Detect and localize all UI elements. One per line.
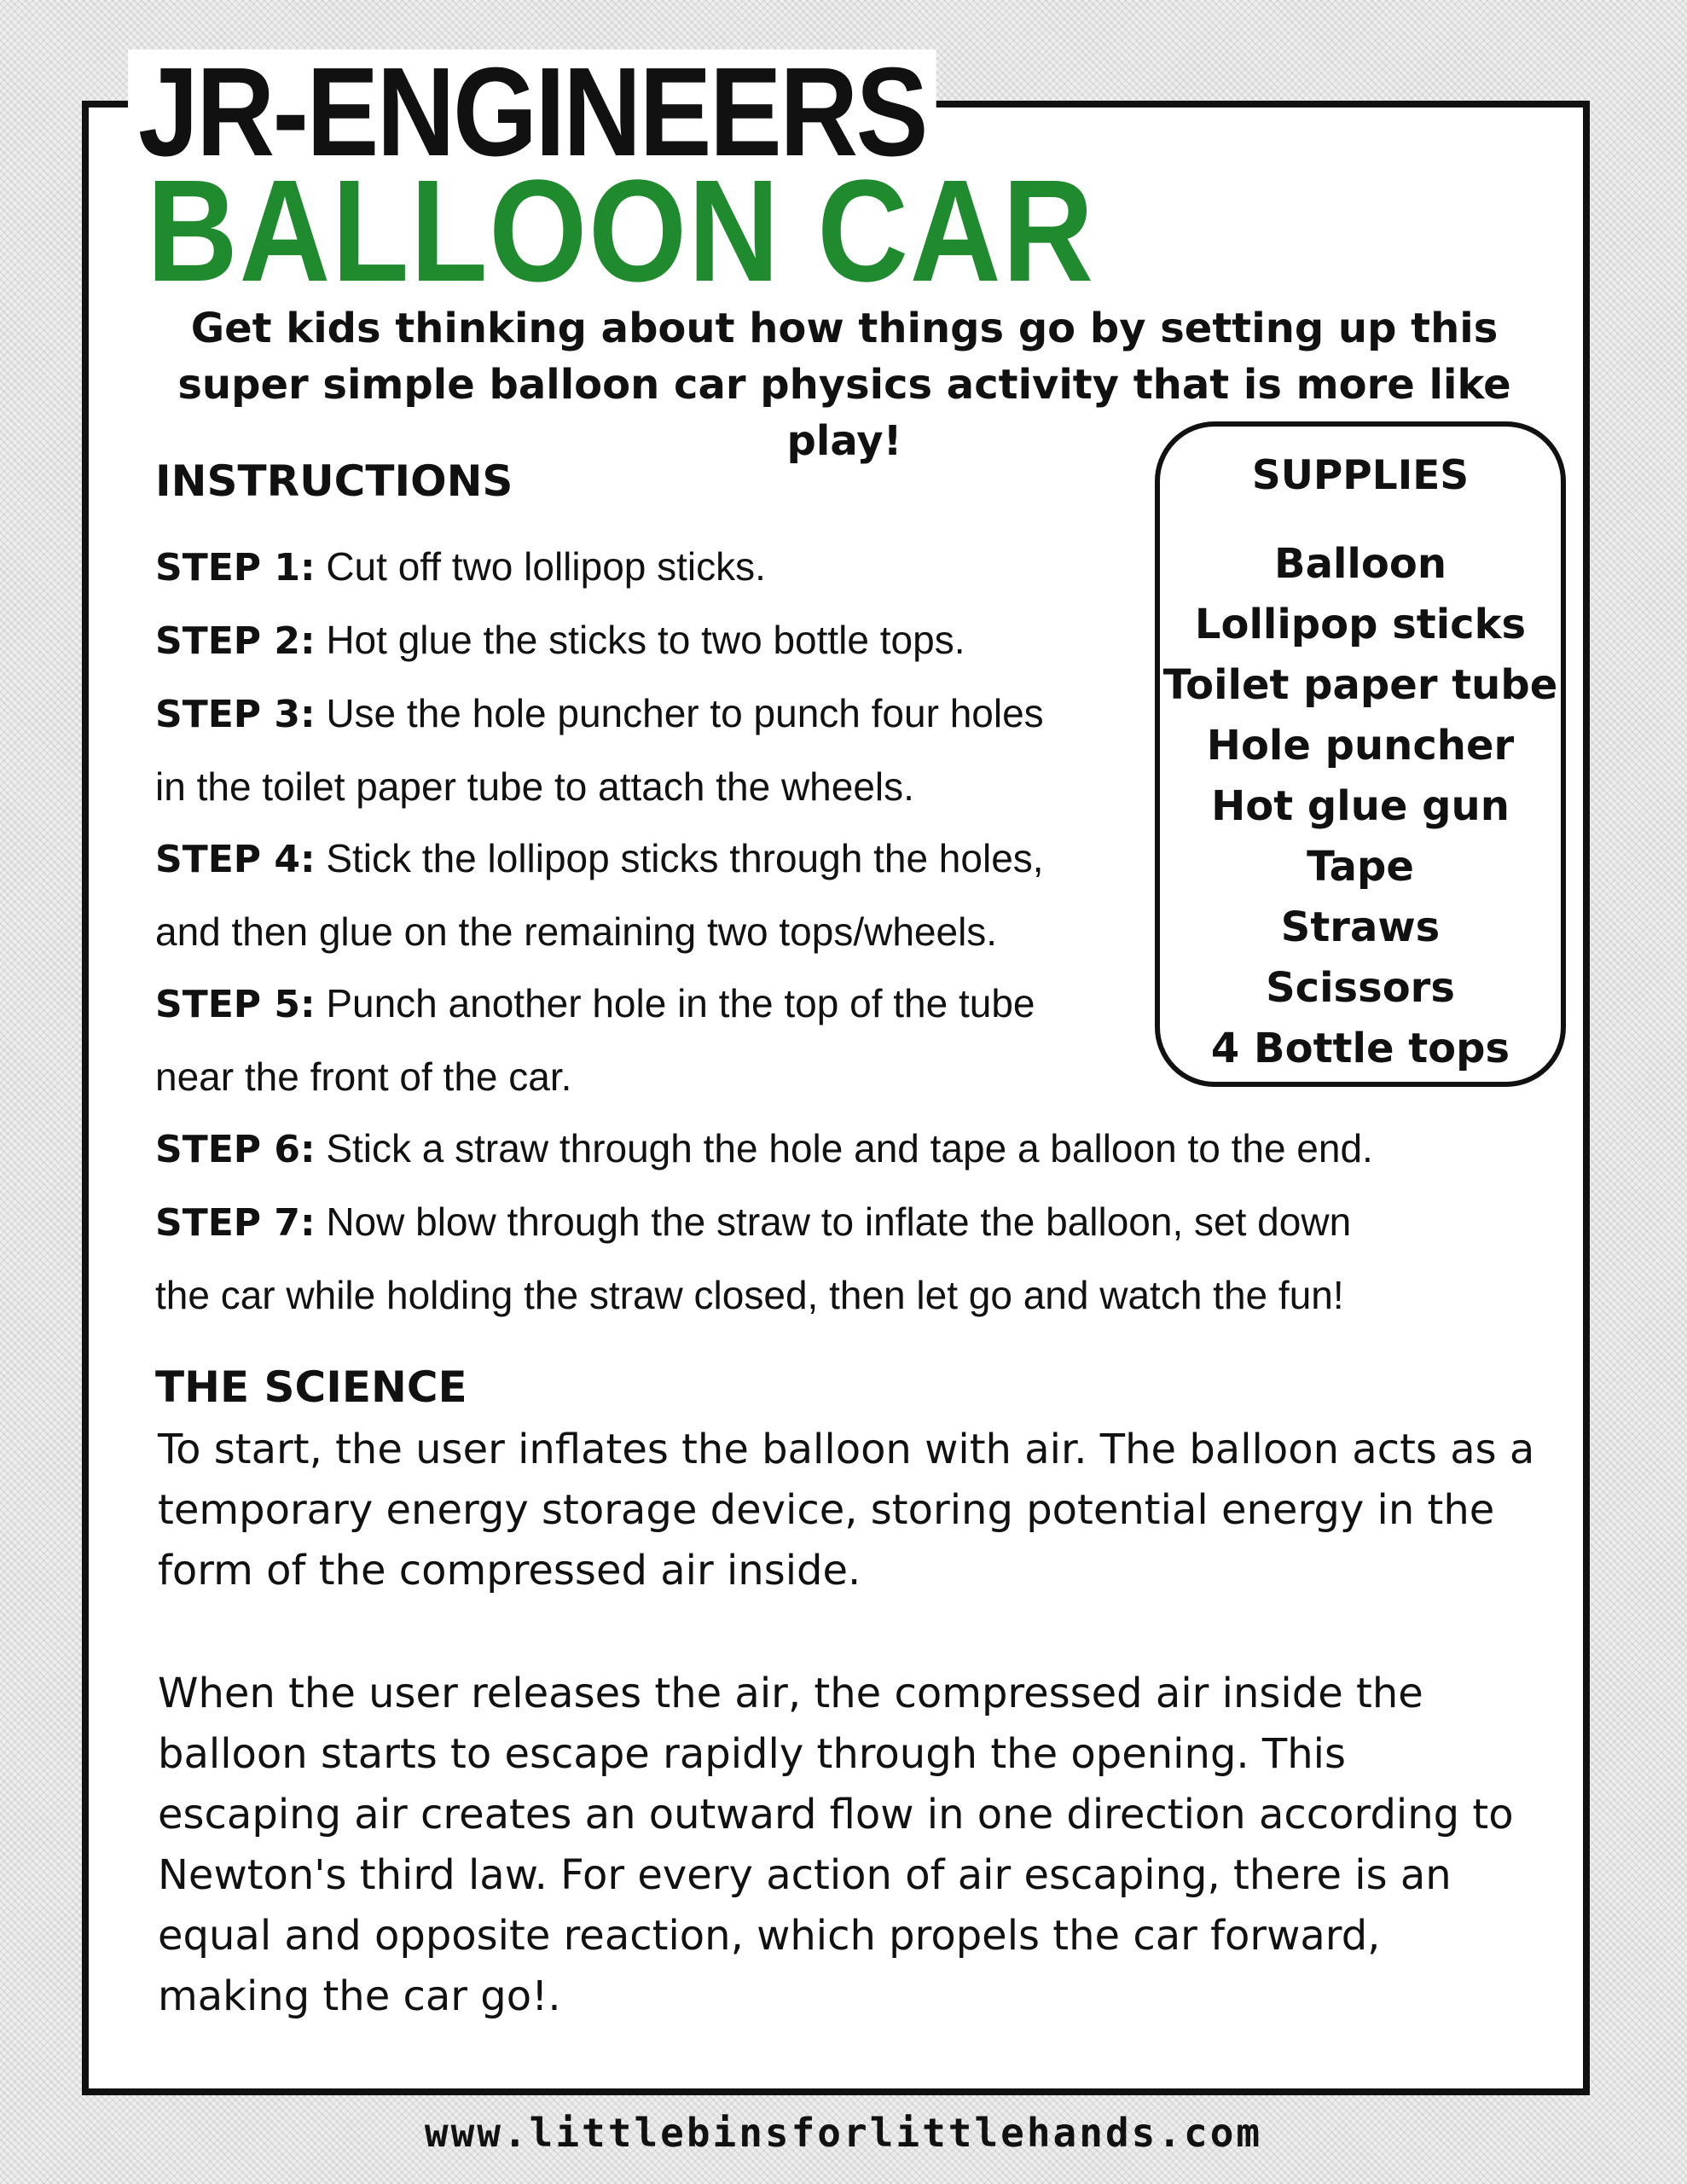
- step-label: STEP 3:: [155, 693, 316, 736]
- step-7-continued: [155, 1259, 1537, 1331]
- step-label: STEP 5:: [155, 983, 316, 1026]
- series-title: JR-ENGINEERS: [128, 49, 936, 176]
- science-paragraph-1: To start, the user inflates the balloon with air. The balloon acts as a temporary energy storage device, storing potential energy in the form of the compressed air inside.: [158, 1426, 1535, 1594]
- step-text: Use the hole puncher to punch four holes: [326, 691, 1044, 735]
- step-text: Stick a straw through the hole and tape a balloon to the end.: [326, 1126, 1373, 1170]
- instructions-heading: INSTRUCTIONS: [155, 456, 513, 506]
- science-heading: THE SCIENCE: [155, 1362, 467, 1412]
- science-paragraph-2: When the user releases the air, the compressed air inside the balloon starts to escape rapidly through the opening. This escaping air creates an outward flow in one direction according to Newton's third law. For every action of air escaping, there is an equal and opposite reaction, which propels the car forward, making the car go!.: [158, 1670, 1514, 2020]
- step-text: Punch another hole in the top of the tube: [326, 981, 1035, 1025]
- step-6: [155, 1112, 1537, 1186]
- step-text: in the toilet paper tube to attach the wheels.: [155, 764, 914, 809]
- supplies-heading: SUPPLIES: [1251, 452, 1470, 499]
- supply-item: Lollipop sticks: [1194, 601, 1527, 648]
- supply-item: 4 Bottle tops: [1210, 1025, 1510, 1072]
- supply-item: Straws: [1280, 903, 1441, 951]
- step-text: the car while holding the straw closed, then let go and watch the fun!: [155, 1273, 1344, 1317]
- step-text: near the front of the car.: [155, 1054, 572, 1099]
- step-7: [155, 1186, 1537, 1259]
- step-label: STEP 6:: [155, 1128, 316, 1171]
- step-text: Now blow through the straw to inflate the balloon, set down: [326, 1199, 1352, 1244]
- step-label: STEP 4:: [155, 838, 316, 881]
- step-text: Stick the lollipop sticks through the holes,: [326, 836, 1044, 880]
- supply-item: Hot glue gun: [1211, 782, 1510, 830]
- supply-item: Toilet paper tube: [1162, 661, 1558, 709]
- step-label: STEP 1:: [155, 546, 316, 590]
- supply-item: Balloon: [1273, 540, 1446, 588]
- supplies-box: [1155, 421, 1566, 1087]
- supplies-list: [1160, 534, 1561, 1079]
- step-text: Cut off two lollipop sticks.: [326, 544, 766, 589]
- step-text: and then glue on the remaining two tops/wheels.: [155, 909, 998, 954]
- supply-item: Hole puncher: [1206, 722, 1515, 770]
- step-label: STEP 2:: [155, 619, 316, 663]
- intro-text: Get kids thinking about how things go by setting up this super simple balloon car physics activity that is more like play!: [177, 305, 1511, 465]
- supply-item: Tape: [1307, 843, 1414, 891]
- step-label: STEP 7:: [155, 1201, 316, 1245]
- supply-item: Scissors: [1266, 964, 1455, 1012]
- website-url: www.littlebinsforlittlehands.com: [424, 2110, 1263, 2156]
- step-text: Hot glue the sticks to two bottle tops.: [326, 618, 965, 662]
- project-title: BALLOON CAR: [147, 150, 1095, 312]
